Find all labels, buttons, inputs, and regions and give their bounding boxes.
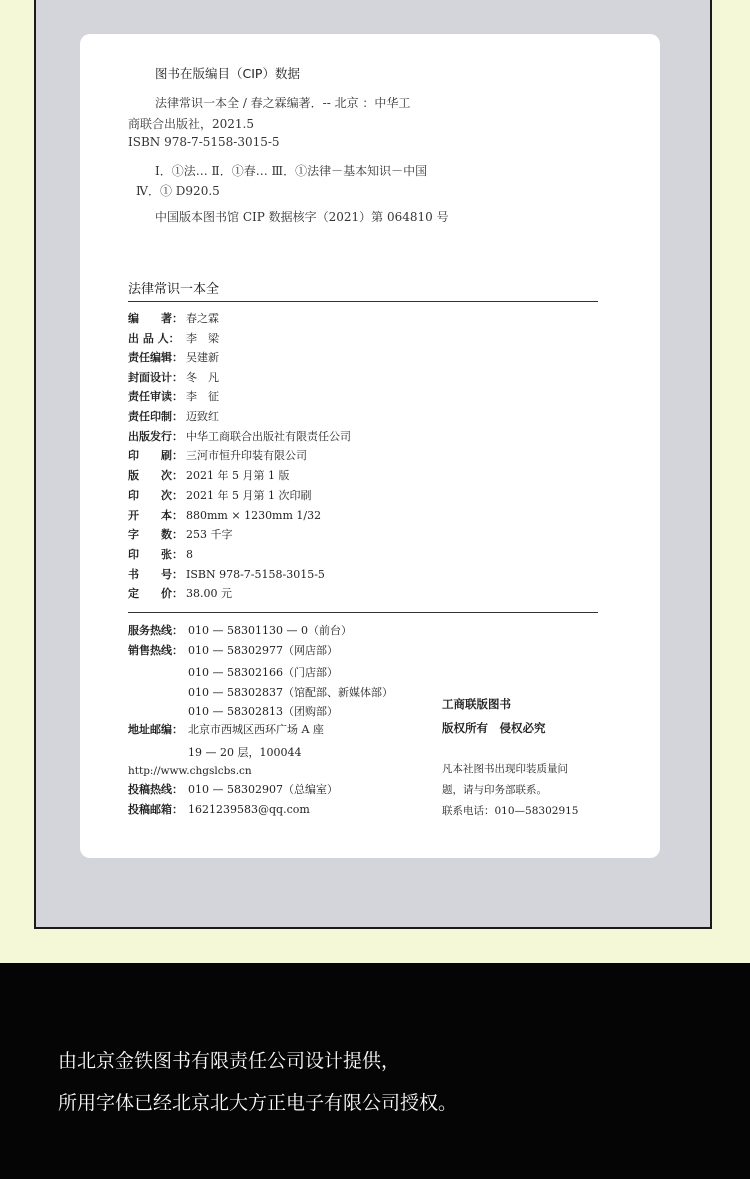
service-hotline: 服务热线： 010 — 58301130 — 0（前台） xyxy=(128,624,352,637)
cip-line: 中国版本图书馆 CIP 数据核字（2021）第 064810 号 xyxy=(155,210,449,224)
detail-row: 责任印制： 迈致红 xyxy=(128,410,219,423)
contact-phone: 联系电话：010—58302915 xyxy=(442,805,579,817)
submission-hotline: 投稿热线： 010 — 58302907（总编室） xyxy=(128,783,338,796)
detail-row: 字 数： 253 千字 xyxy=(128,528,233,541)
detail-row: 书 号： ISBN 978-7-5158-3015-5 xyxy=(128,568,325,581)
cip-line: ISBN 978-7-5158-3015-5 xyxy=(128,135,280,149)
credits-banner xyxy=(0,963,750,1179)
quality-notice: 凡本社图书出现印装质量问 xyxy=(442,763,568,775)
rights-notice: 版权所有 侵权必究 xyxy=(442,721,546,735)
cip-line: 法律常识一本全 / 春之霖编著．-- 北京 ：中华工 xyxy=(155,96,411,110)
submission-email: 投稿邮箱： 1621239583@qq.com xyxy=(128,803,310,816)
copyright-page xyxy=(80,34,660,858)
detail-row: 出 品 人： 李 梁 xyxy=(128,332,219,345)
cip-line: 商联合出版社，2021.5 xyxy=(128,117,254,131)
address: 地址邮编： 北京市西城区西环广场 A 座 xyxy=(128,723,324,736)
detail-row: 印 张： 8 xyxy=(128,548,193,561)
detail-row: 出版发行： 中华工商联合出版社有限责任公司 xyxy=(128,430,351,443)
book-title: 法律常识一本全 xyxy=(128,282,220,297)
detail-row: 编 著： 春之霖 xyxy=(128,312,219,325)
divider xyxy=(128,612,598,613)
sales-line: 010 — 58302166（门店部） xyxy=(188,666,338,679)
detail-row: 责任审读： 李 征 xyxy=(128,390,219,403)
cip-title: 图书在版编目（CIP）数据 xyxy=(155,66,300,81)
publisher-name: 工商联版图书 xyxy=(442,697,511,711)
detail-row: 开 本： 880mm × 1230mm 1/32 xyxy=(128,509,322,522)
sales-line: 010 — 58302837（馆配部、新媒体部） xyxy=(188,686,393,699)
cip-line: Ⅳ．① D920.5 xyxy=(136,184,220,198)
address-line: 19 — 20 层，100044 xyxy=(188,746,302,759)
website-link[interactable]: http://www.chgslcbs.cn xyxy=(128,765,252,777)
cip-line: Ⅰ．①法… Ⅱ．①春… Ⅲ．①法律－基本知识－中国 xyxy=(155,164,428,178)
credit-line: 所用字体已经北京北大方正电子有限公司授权。 xyxy=(58,1092,458,1114)
detail-row: 定 价： 38.00 元 xyxy=(128,587,232,600)
divider xyxy=(128,301,598,302)
detail-row: 责任编辑： 吴建新 xyxy=(128,351,219,364)
detail-row: 版 次： 2021 年 5 月第 1 版 xyxy=(128,469,290,482)
credit-line: 由北京金铁图书有限责任公司设计提供， xyxy=(58,1050,401,1072)
detail-row: 封面设计： 冬 凡 xyxy=(128,371,219,384)
sales-line: 010 — 58302813（团购部） xyxy=(188,705,338,718)
quality-notice: 题，请与印务部联系。 xyxy=(442,784,547,796)
sales-hotline: 销售热线： 010 — 58302977（网店部） xyxy=(128,644,338,657)
detail-row: 印 刷： 三河市恒升印装有限公司 xyxy=(128,449,307,462)
detail-row: 印 次： 2021 年 5 月第 1 次印刷 xyxy=(128,489,312,502)
